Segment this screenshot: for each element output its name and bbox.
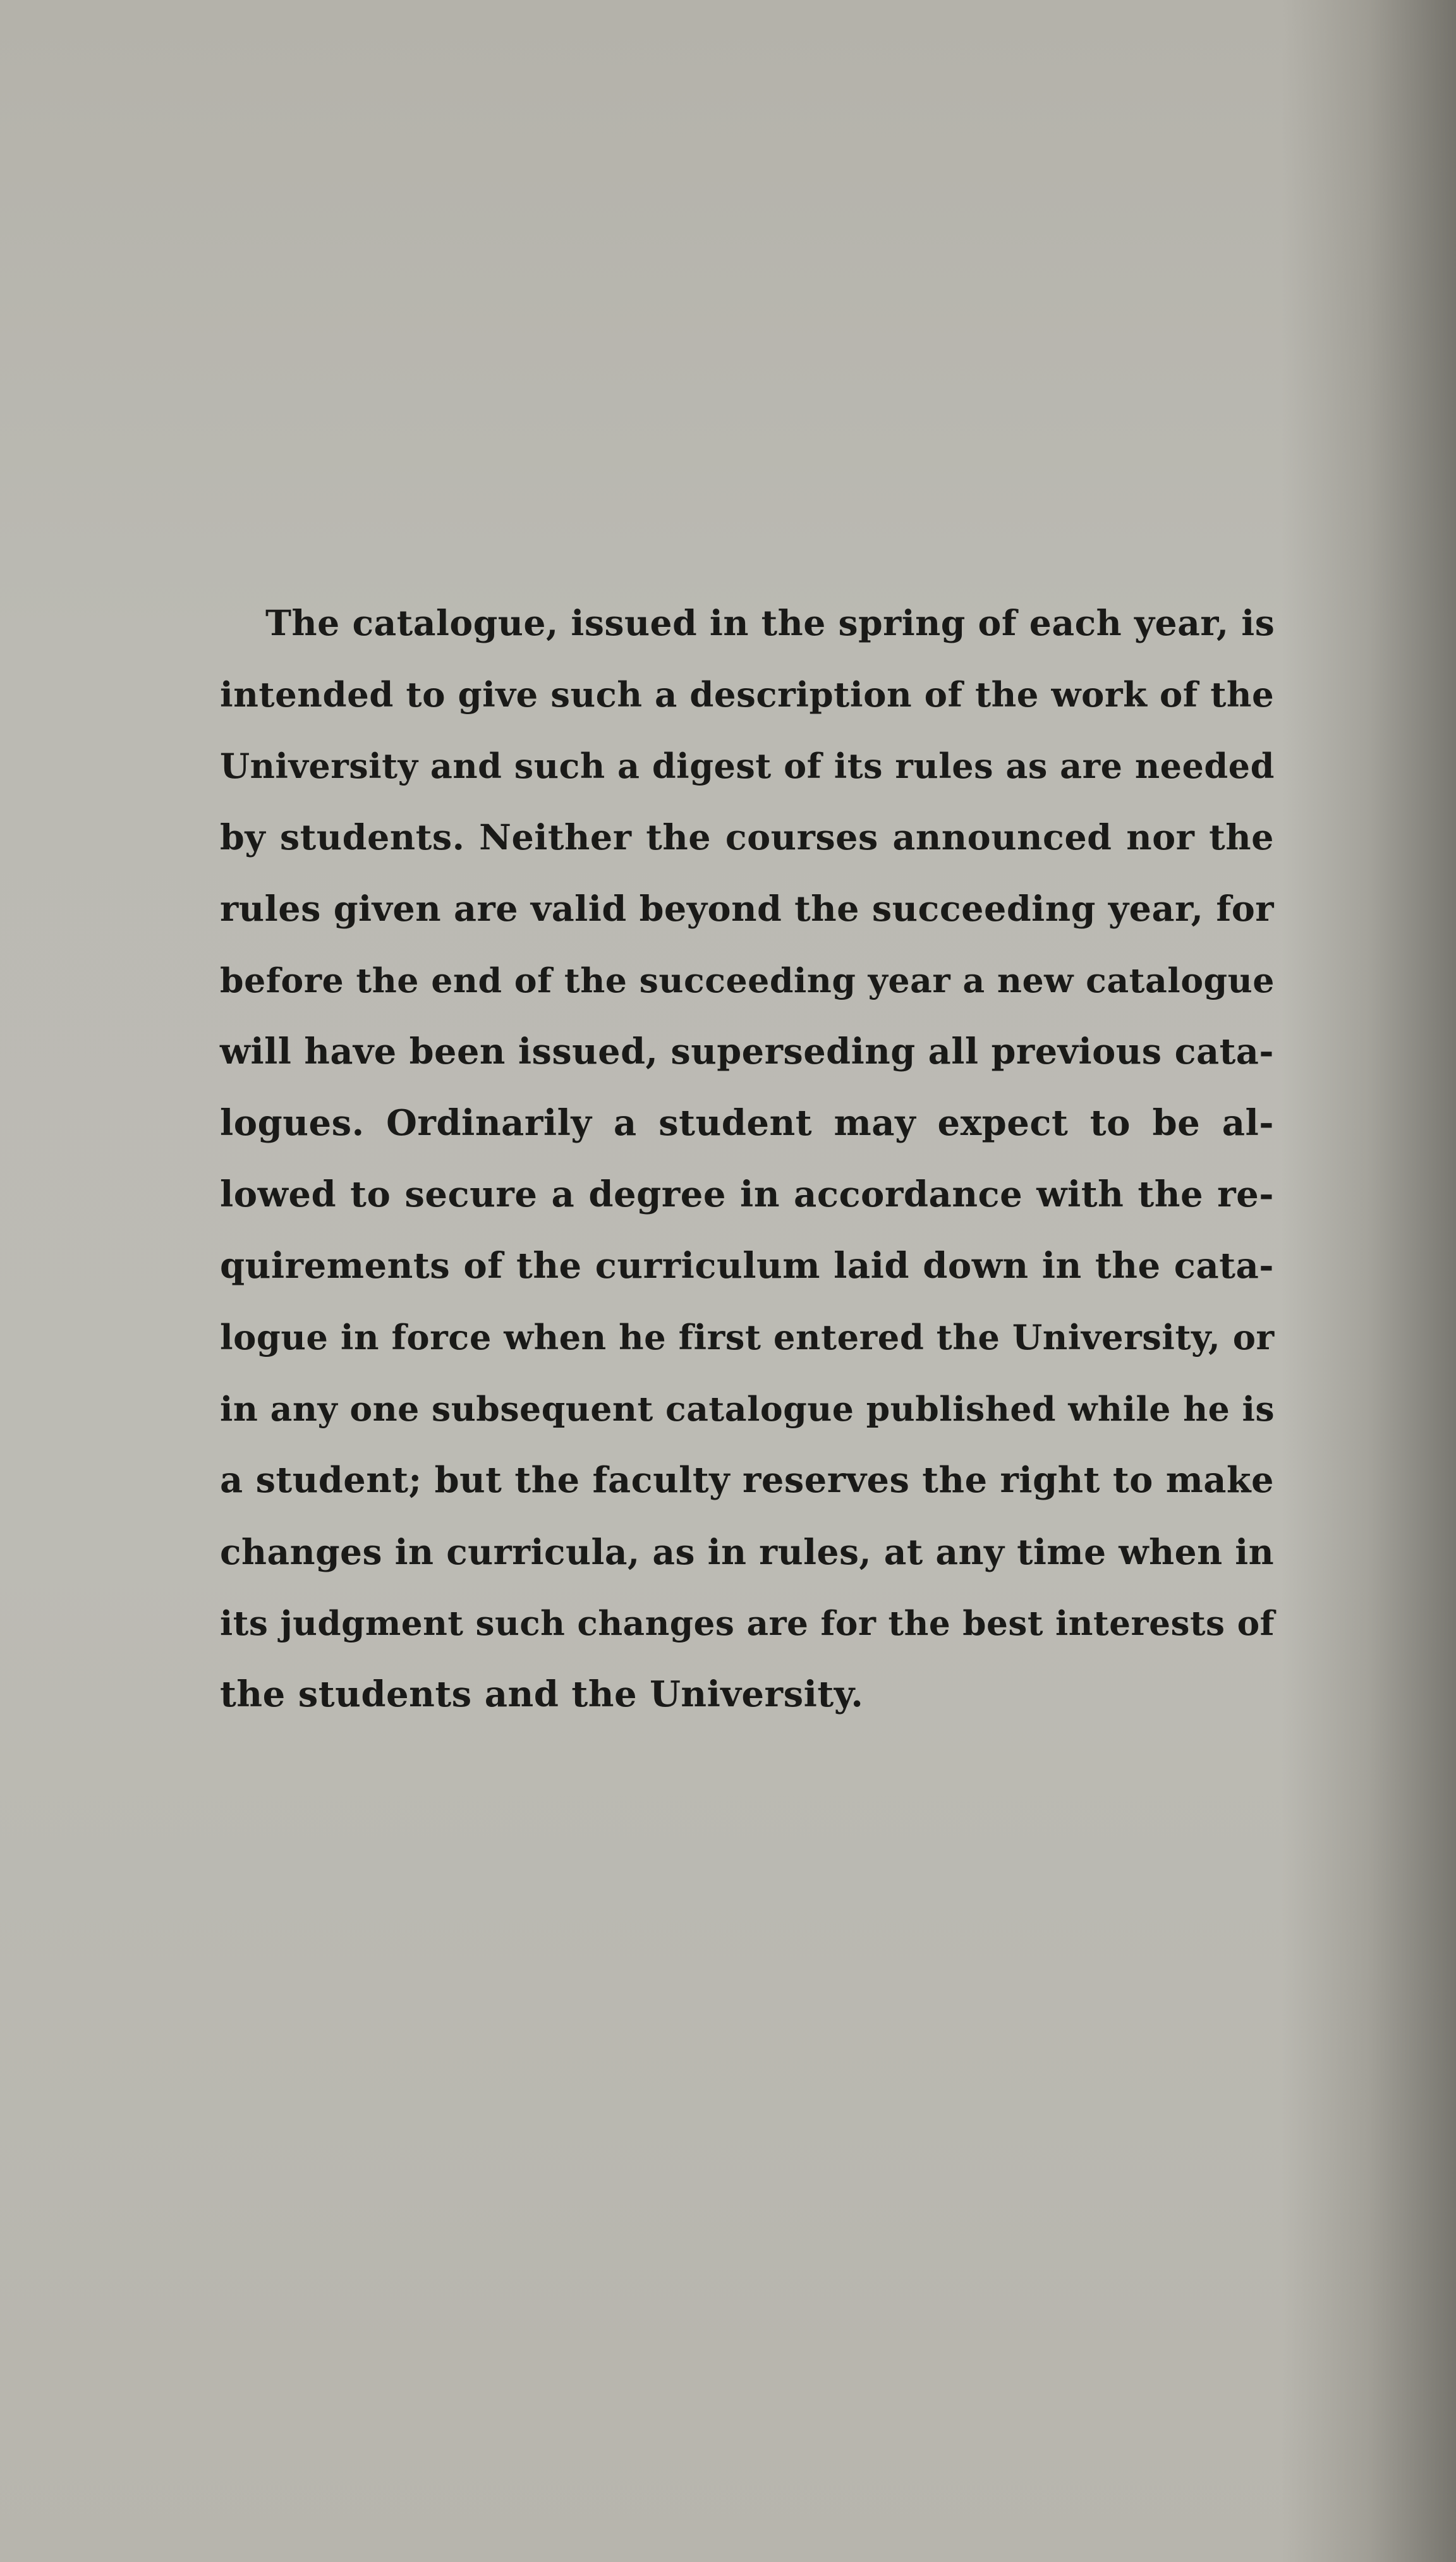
paragraph-line: lowed to secure a degree in accordance with the re- [220,1174,1274,1215]
paragraph-line: intended to give such a description of the work of the [220,674,1275,715]
paragraph-line: a student; but the faculty reserves the right to make [220,1460,1274,1501]
paragraph-line: changes in curricula, as in rules, at any time when in [220,1531,1275,1572]
paragraph-line: in any one subsequent catalogue published while he is [220,1389,1275,1429]
paragraph-line: University and such a digest of its rules as are needed [220,746,1275,786]
paragraph-line: logues. Ordinarily a student may expect to be al- [220,1102,1274,1144]
paragraph-line: rules given are valid beyond the succeeding year, for [220,889,1275,930]
catalogue-notice-paragraph [220,588,1274,1730]
paragraph-line: its judgment such changes are for the best interests of [220,1603,1275,1643]
paragraph-line: by students. Neither the courses announced nor the [220,817,1274,858]
paragraph-line: The catalogue, issued in the spring of each year, is [265,603,1275,644]
paragraph-line: before the end of the succeeding year a new catalogue [220,961,1275,1000]
paragraph-line: logue in force when he first entered the University, or [220,1317,1275,1357]
paragraph-line: the students and the University. [220,1673,864,1715]
paragraph-line: will have been issued, superseding all previous cata- [220,1031,1274,1072]
paragraph-line: quirements of the curriculum laid down in the cata- [220,1245,1274,1287]
